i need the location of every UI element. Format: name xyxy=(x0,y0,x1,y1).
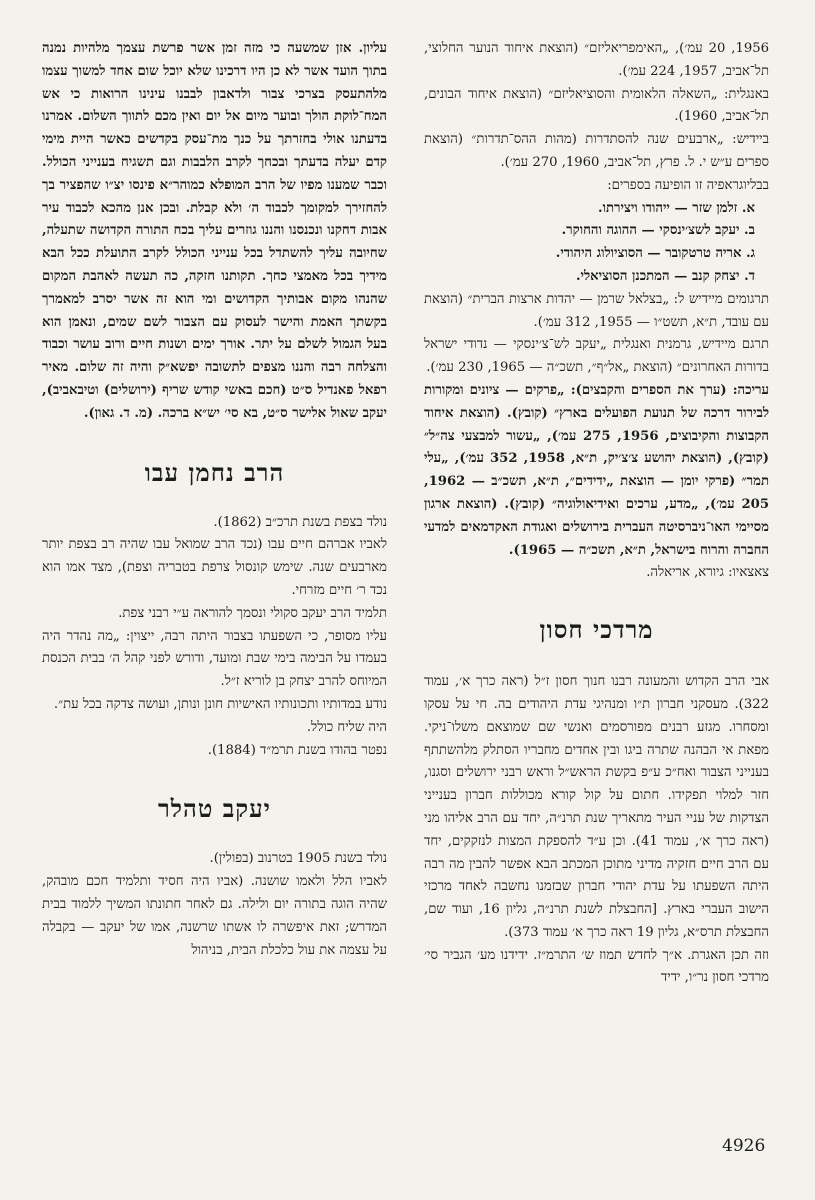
bibliography-item: ב. יעקב לשצ׳ינסקי — ההוגה והחוקר. xyxy=(561,223,755,239)
descendants-line: צאצאיו: גיורא, אריאלה. xyxy=(646,565,769,581)
biography-paragraph: לאביו אברהם חיים עבו (נכד הרב שמואל עבו שהיה רב בצפת יותר מארבעים שנה. שימש קונסול צרפת בטבריה וצפת), מצד אמו הוא נכד ר׳ חיים מזרחי. xyxy=(42,537,387,598)
bibliography-heading: בבליוגראפיה זו הופיעה בספרים: xyxy=(607,177,769,193)
letter-paragraph: עליון. אזן שמשעה כי מזה זמן אשר פרשת עצמך מלהיות נמנה בתוך הועד אשר לא כן היו דרכינו שלא יוכל שום אחד למשוך עצמו מלהתעסק בצרכי צבור ולדאבון לבבנו עינינו הרואות כי אש המח־לוקת הולך ובוער מיום אל יום ואין מכם לתווך השלום. אמרנו בדעתנו אולי בחזרתך על כנך מת־עסק בקדשים כאשר היית מימי קדם יעלה בדעתך ובכחך לקרב הלבבות וגם תשגיח בענייני הכולל. וכבר שמענו מפיו של הרב המופלא כמוהר״א פינסו יצ״ו שהפציר בך להחזירך למקומך לכבוד ה׳ ולא קבלת. ובכן אנן מהכא לכבוד עיר אבות דחקנו ונכנסנו והננו גוזרים עליך בכח התורה הקדושה שתעלה, שחיובה עליך להשתדל בכל ענייני הכולל לקרב התועלת ככל הבא מידיך בכל מאמצי כחך. תקותנו חזקה, כה תעשה לאהבת המקום שהנהו מקום אבותיך הקדושים ומי הוא זה אשר יסרב למאמרך בקשתך האמת והישר לעסוק עם הצבור לשם שמים, ונאמן הוא בעל הגמול לשלם על יתר. אורך ימים ושנות חיים ורוב עושר וכבוד והצלחה רבה והננו מצפים לתשובה יפשא״ק והיה זה שלום. מאיר רפאל פאנדיל ס״ט (חכם באשי קודש שריף (ירושלים) וטיבאביב), יעקב שאול אלישר ס״ט, בא סי׳ יש״א ברכה. (מ. ד. גאון). xyxy=(42,41,387,421)
section-title-mordechai-hasson: מרדכי חסון xyxy=(539,615,654,645)
biography-paragraph: נפטר בהודו בשנת תרמ״ד (1884). xyxy=(207,742,387,758)
biography-paragraph: נולד בשנת 1905 בטרנוב (בפולין). xyxy=(209,851,387,867)
bibliography-item: ג. אריה טרטקובר — הסוציולוג היהודי. xyxy=(555,246,755,262)
section-title-nachman-abo: הרב נחמן עבו xyxy=(144,457,285,487)
intro-line: באנגלית: „השאלה הלאומית והסוציאליזם״ (הוצאת איחוד הבונים, תל־אביב, 1960). xyxy=(424,86,769,125)
biography-paragraph: נודע במדותיו ותכונותיו האישיות חונן ונותן, ועושה צדקה בכל עת״. xyxy=(53,696,387,712)
intro-line: ביידיש: „ארבעים שנה להסתדרות (מהות ההס־תדרות״ (הוצאת ספרים ע״ש י. ל. פרץ, תל־אביב, 1960, 270 עמ׳). xyxy=(424,132,769,170)
biography-paragraph: היה שליח כולל. xyxy=(306,719,387,735)
translations-paragraph: תרגומים מיידיש ל: „בצלאל שרמן — יהדות ארצות הברית״ (הוצאת עם עובד, ת״א, תשט״ו — 1955, 312 עמ׳). xyxy=(424,291,769,330)
intro-line: 1956, 20 עמ׳), „האימפריאליזם״ (הוצאת איחוד הנוער החלוצי, תל־אביב, 1957, 224 עמ׳). xyxy=(424,41,770,79)
right-column xyxy=(424,38,769,990)
biography-paragraph: עליו מסופר, כי השפעתו בצבור היתה רבה, ייצוין: „מה נהדר היה בעמדו על הבימה בימי שבת ומועד, ודורש לפני קהל ה׳ בבית הכנסת המיוחס להרב יצחק בן לוריא ז״ל. xyxy=(42,628,387,690)
section-title-yaakov-tahler: יעקב טהלר xyxy=(158,794,271,824)
translations-paragraph: תרגם מיידיש, גרמנית ואנגלית „יעקב לש־צ׳ינסקי — נדודי ישראל בדורות האחרונים״ (הוצאת „אל״ף״, תשכ״ה — 1965, 230 עמ׳). xyxy=(424,337,769,376)
biography-paragraph: אבי הרב הקדוש והמעונה רבנו חנוך חסון ז״ל (ראה כרך א׳, עמוד 322). מעסקני חברון ת״ו ומנהיגי עדת היהודים בה. חי על עסקו ומסחרו. מגזע רבנים מפורסמים ואנשי שם שמוצאם משלו־ניקי. מפאת אי הבהנה שתרה ביגו ובין אחדים מחבריו הסתלק מלהשתתף בענייני הצבור ואח״כ ע״פ בקשת הראש״ל וראש רבני ירושלים וסגנו, חזר למלוי תפקידו. חתום על קול קורא מכוללות חברון בענייני הצדקות של עניי העיר מתאריך שנת תרנ״ה, יחד עם הרב אליהו מני (ראה כרך א׳, עמוד 41). וכן ע״ד להספקת המצות לנזקקים, יחד עם הרב חיים חזקיה מדיני מתוכן המכתב הבא אפשר להבין מה רבה היתה השפעתו על עדת יהודי חברון שבזמנו נחשבה לאחד מרכזי הישוב העברי בארץ. [החבצלת לשנת תרנ״ה, גליון 16, ועוד שם, החבצלת תרס״א, גליון 19 ראה כרך א׳ עמוד 373). xyxy=(424,674,769,940)
bibliography-item: א. זלמן שזר — ייהודו ויצירתו. xyxy=(598,200,755,216)
biography-paragraph: וזה תכן האגרת. א״ך לחדש תמוז ש׳ התרמ״ז. ידידנו מע׳ הגביר סי׳ מרדכי חסון נר״ו, ידיד xyxy=(424,947,769,986)
left-column xyxy=(42,38,387,962)
page-number: 4926 xyxy=(722,1136,766,1156)
biography-paragraph: לאביו הלל ולאמו שושנה. (אביו היה חסיד ותלמיד חכם מובהק, שהיה הוגה בתורה יום ולילה. גם לאחר חתונתו המשיך ללמוד בבית המדרש; זאת איפשרה לו אשתו שרשנה, אמו של יעקב — בקבלה על עצמה את עול כלכלת הבית, בניהול xyxy=(42,874,387,958)
biography-paragraph: נולד בצפת בשנת תרכ״ב (1862). xyxy=(213,514,387,530)
biography-paragraph: תלמיד הרב יעקב סקולי ונסמך להוראה ע״י רבני צפת. xyxy=(118,605,387,621)
editing-paragraph: עריכה: (ערך את הספרים והקבצים): „פרקים — ציונים ומקורות לבירור דרכה של תנועת הפועלים בארץ״ (קובץ). (הוצאת איחוד הקבוצות והקיבוצים, 1956, 275 עמ׳), „עשור למבצעי צה״ל״ (קובץ), (הוצאת יהושע צ׳צ׳יק, ת״א, 1958, 352 עמ׳), „עלי תמר״ (פרקי יומן — הוצאת „ידידים״, ת״א, תשכ״ב — 1962, 205 עמ׳), „מדע, ערכים ואידיאולוגיה״ (קובץ). (הוצאת ארגון מסיימי האו־ניברסיטה העברית בירושלים ואגודת האקדמאים למדעי החברה והרוח בישראל, ת״א, תשכ״ה — 1965). xyxy=(424,382,770,558)
bibliography-item: ד. יצחק קנב — המתכנן הסוציאלי. xyxy=(575,268,755,284)
